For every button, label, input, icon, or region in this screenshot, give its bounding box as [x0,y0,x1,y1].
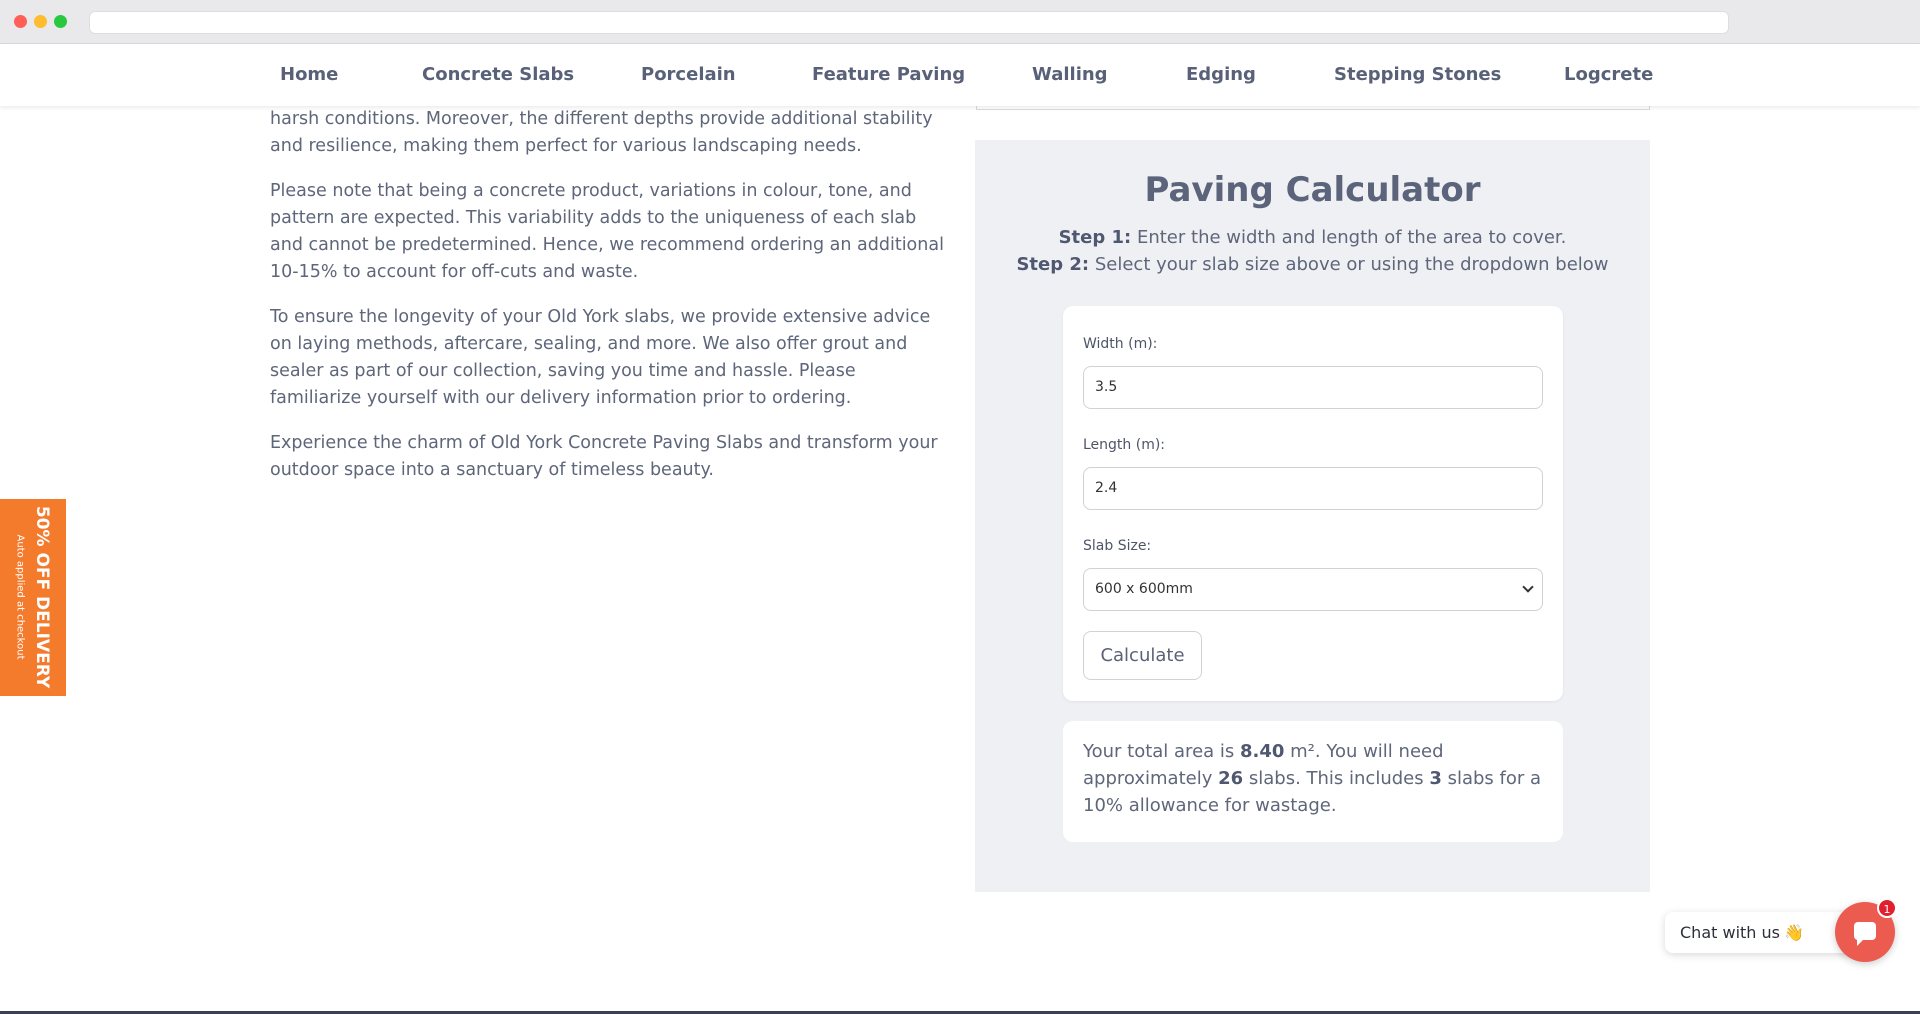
top-navigation [0,44,1920,106]
result-text: m². You will need approximately [1083,741,1444,789]
previous-section-border [976,106,1650,110]
description-paragraph: Please note that being a concrete product, variations in colour, tone, and pattern are expected. This variability adds to the uniqueness of each slab and cannot be predetermined. Hence, we recommend ordering an additional 10-15% to account for off-cuts and waste. [270,181,944,282]
result-text: Your total area is [1083,741,1240,762]
product-description [270,106,950,502]
step2-label: Step 2: [1016,254,1090,275]
address-bar[interactable] [89,11,1729,34]
close-window-icon[interactable] [14,15,27,28]
width-label: Width (m): [1083,336,1158,352]
chat-prompt-label: Chat with us [1680,923,1780,942]
length-input[interactable]: 2.4 [1083,467,1543,510]
nav-item-feature-paving[interactable]: Feature Paving [812,64,966,85]
description-paragraph: harsh conditions. Moreover, the different depths provide additional stability and resilience, making them perfect for various landscaping needs. [270,109,933,156]
slab-size-label: Slab Size: [1083,538,1152,554]
calculator-instructions [975,224,1650,278]
slab-size-select[interactable] [1083,568,1543,611]
chat-prompt[interactable] [1665,912,1853,953]
step1-label: Step 1: [1058,227,1132,248]
chat-bubble-icon [1854,922,1876,940]
nav-item-porcelain[interactable]: Porcelain [641,64,736,85]
calculate-button[interactable]: Calculate [1083,631,1202,680]
delivery-offer-subtitle: Auto applied at checkout [14,534,26,660]
nav-item-stepping-stones[interactable]: Stepping Stones [1334,64,1502,85]
nav-item-logcrete[interactable]: Logcrete [1564,64,1654,85]
waving-hand-icon: 👋 [1783,923,1804,942]
paving-calculator [975,140,1650,892]
result-extra-slabs: 3 [1429,768,1442,789]
maximize-window-icon[interactable] [54,15,67,28]
chat-notification-badge: 1 [1877,898,1897,918]
delivery-offer-tab[interactable] [0,499,66,696]
slab-size-value: 600 x 600mm [1095,581,1193,597]
result-text: slabs for a 10% allowance for wastage. [1083,768,1542,816]
width-input[interactable]: 3.5 [1083,366,1543,409]
calculator-title: Paving Calculator [1144,170,1481,210]
result-slabs: 26 [1218,768,1244,789]
result-area: 8.40 [1240,741,1285,762]
description-paragraph: Experience the charm of Old York Concrete Paving Slabs and transform your outdoor space into a sanctuary of timeless beauty. [270,433,938,480]
minimize-window-icon[interactable] [34,15,47,28]
nav-item-walling[interactable]: Walling [1032,64,1108,85]
step2-text: Select your slab size above or using the dropdown below [1089,254,1609,275]
browser-chrome [0,0,1920,44]
nav-item-edging[interactable]: Edging [1186,64,1256,85]
nav-item-concrete-slabs[interactable]: Concrete Slabs [422,64,575,85]
description-paragraph: To ensure the longevity of your Old York slabs, we provide extensive advice on laying methods, aftercare, sealing, and more. We also offer grout and sealer as part of our collection, saving you time and hassle. Please familiarize yourself with our delivery information prior to ordering. [270,307,931,408]
length-label: Length (m): [1083,437,1166,453]
chevron-down-icon [1522,581,1533,592]
delivery-offer-title: 50% OFF DELIVERY [32,505,52,689]
calculator-form [1063,306,1563,701]
step1-text: Enter the width and length of the area to cover. [1131,227,1567,248]
calculator-result [1063,721,1563,842]
result-text: slabs. This includes [1243,768,1430,789]
nav-item-home[interactable]: Home [280,64,339,85]
